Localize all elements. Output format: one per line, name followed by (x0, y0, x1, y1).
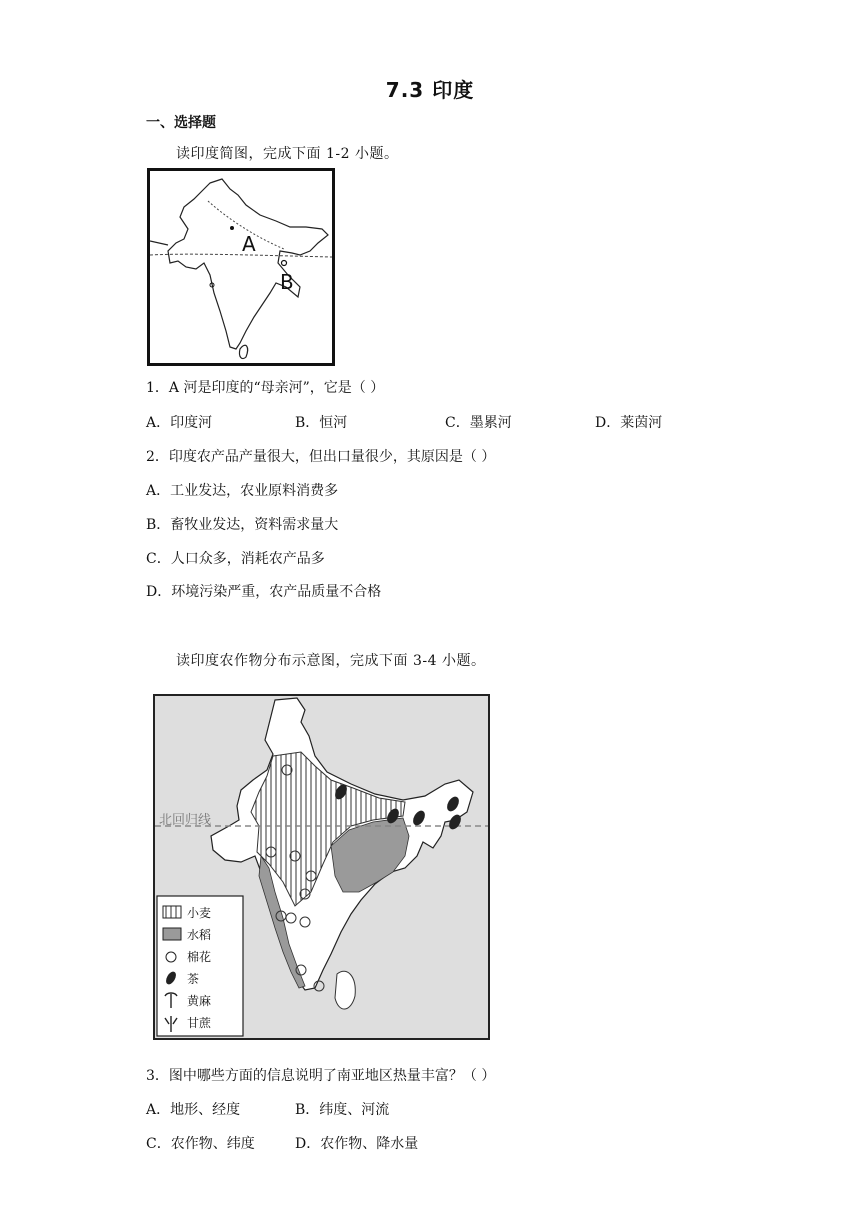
q1-option-a[interactable]: A．印度河 (146, 415, 213, 431)
legend-rice: 水稻 (187, 928, 212, 942)
label-a: A (242, 232, 256, 256)
crop-distribution-map (153, 694, 490, 1040)
legend-wheat: 小麦 (187, 906, 212, 920)
q1-option-b[interactable]: B．恒河 (295, 415, 348, 431)
q2-option-d[interactable]: D．环境污染严重，农产品质量不合格 (146, 584, 382, 600)
question-2-stem: 2．印度农产品产量很大，但出口量很少，其原因是（ ） (146, 449, 496, 465)
q3-option-d[interactable]: D．农作物、降水量 (295, 1136, 419, 1152)
q3-option-c[interactable]: C．农作物、纬度 (146, 1136, 255, 1152)
q1-option-c[interactable]: C．墨累河 (445, 415, 512, 431)
q3-option-b[interactable]: B．纬度、河流 (295, 1102, 390, 1118)
legend-cotton: 棉花 (187, 950, 212, 964)
intro-text-1: 读印度简图，完成下面 1-2 小题。 (176, 146, 399, 162)
section-heading: 一、选择题 (146, 115, 216, 131)
india-border (168, 179, 328, 349)
page-title: 7.3 印度 (385, 78, 475, 102)
legend-tea: 茶 (187, 972, 200, 986)
q1-option-d[interactable]: D．莱茵河 (595, 415, 663, 431)
q2-option-a[interactable]: A．工业发达，农业原料消费多 (146, 483, 339, 499)
q3-option-a[interactable]: A．地形、经度 (146, 1102, 241, 1118)
label-b: B (280, 270, 294, 294)
q2-option-c[interactable]: C．人口众多，消耗农产品多 (146, 551, 325, 567)
india-outline-map (147, 168, 335, 366)
intro-text-2: 读印度农作物分布示意图，完成下面 3-4 小题。 (176, 653, 486, 669)
question-1-stem: 1．A 河是印度的“母亲河”，它是（ ） (146, 380, 385, 396)
tropic-label: 北回归线 (159, 813, 212, 828)
legend-jute: 黄麻 (187, 994, 212, 1008)
legend-sugarcane: 甘蔗 (187, 1016, 212, 1030)
q2-option-b[interactable]: B．畜牧业发达，资料需求量大 (146, 517, 339, 533)
question-3-stem: 3．图中哪些方面的信息说明了南亚地区热量丰富？（ ） (146, 1068, 496, 1084)
